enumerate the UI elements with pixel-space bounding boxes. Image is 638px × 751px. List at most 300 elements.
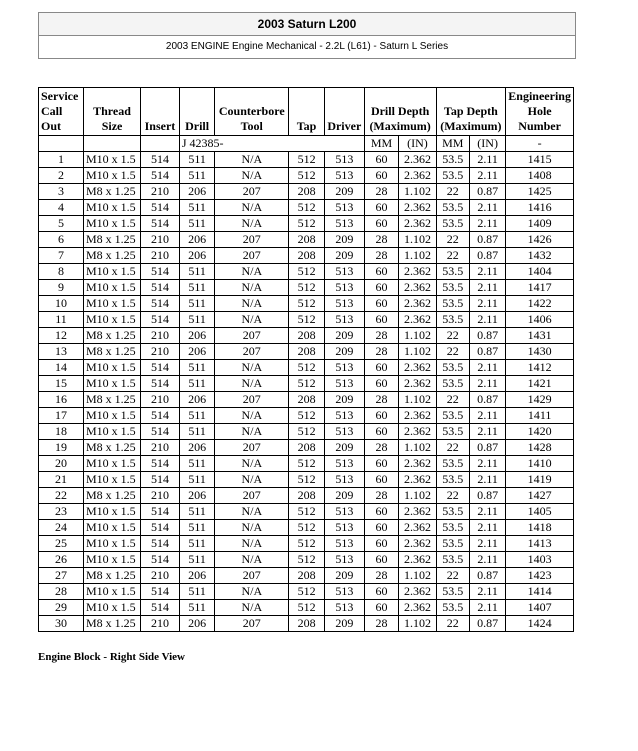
table-cell: 8 [39,264,84,280]
subheader-cell [39,136,84,152]
table-cell: 512 [289,504,325,520]
table-row [39,536,574,552]
table-cell: 1425 [506,184,574,200]
table-cell: 1431 [506,328,574,344]
table-cell: 511 [179,312,215,328]
table-cell: 28 [364,184,399,200]
table-row [39,200,574,216]
table-cell: 0.87 [470,568,506,584]
table-cell: 514 [141,168,180,184]
table-cell: M10 x 1.5 [83,424,140,440]
table-cell: 206 [179,328,215,344]
table-cell: 511 [179,152,215,168]
table-row [39,504,574,520]
table-cell: 208 [289,344,325,360]
table-row [39,184,574,200]
table-row [39,584,574,600]
col-header-tap: Tap [289,88,325,136]
table-cell: 206 [179,232,215,248]
table-cell: 513 [324,280,364,296]
table-cell: 511 [179,600,215,616]
table-cell: 210 [141,488,180,504]
table-cell: 2.362 [399,216,436,232]
subheader-cell [141,136,180,152]
table-cell: 207 [215,232,289,248]
table-cell: 22 [436,232,469,248]
table-cell: 2.362 [399,424,436,440]
table-row [39,216,574,232]
table-cell: 28 [39,584,84,600]
table-cell: 511 [179,296,215,312]
table-cell: 60 [364,504,399,520]
table-cell: N/A [215,600,289,616]
col-header-counterbore-tool: Counterbore Tool [215,88,289,136]
table-cell: 0.87 [470,344,506,360]
table-cell: 28 [364,248,399,264]
table-cell: 7 [39,248,84,264]
table-cell: 1424 [506,616,574,632]
table-cell: 513 [324,504,364,520]
table-cell: 1415 [506,152,574,168]
table-cell: 210 [141,440,180,456]
table-cell: 1420 [506,424,574,440]
table-cell: M10 x 1.5 [83,360,140,376]
table-cell: 2.362 [399,472,436,488]
table-cell: M10 x 1.5 [83,296,140,312]
table-cell: 60 [364,168,399,184]
table-cell: 2.11 [470,424,506,440]
table-cell: 514 [141,600,180,616]
table-cell: 514 [141,584,180,600]
table-cell: M10 x 1.5 [83,584,140,600]
table-cell: 511 [179,456,215,472]
table-row [39,520,574,536]
table-cell: 512 [289,584,325,600]
table-cell: 209 [324,616,364,632]
col-header-driver: Driver [324,88,364,136]
col-header-service-call-out: Service Call Out [39,88,84,136]
table-cell: 208 [289,248,325,264]
table-cell: 513 [324,424,364,440]
table-cell: 1.102 [399,616,436,632]
table-cell: 513 [324,536,364,552]
table-cell: 513 [324,312,364,328]
table-cell: 514 [141,552,180,568]
table-cell: 208 [289,232,325,248]
table-cell: 209 [324,328,364,344]
table-cell: 2.11 [470,376,506,392]
table-cell: 0.87 [470,232,506,248]
table-cell: M8 x 1.25 [83,232,140,248]
col-header-thread-size: Thread Size [83,88,140,136]
table-cell: 206 [179,568,215,584]
table-cell: 511 [179,264,215,280]
table-cell: 511 [179,200,215,216]
table-cell: 28 [364,568,399,584]
table-cell: 2.11 [470,600,506,616]
table-cell: 53.5 [436,552,469,568]
table-cell: 514 [141,536,180,552]
table-cell: 1423 [506,568,574,584]
table-cell: 60 [364,600,399,616]
table-cell: M10 x 1.5 [83,200,140,216]
table-cell: 206 [179,184,215,200]
table-cell: 512 [289,312,325,328]
table-cell: 208 [289,328,325,344]
table-cell: 208 [289,392,325,408]
table-cell: 22 [436,616,469,632]
table-cell: 2.11 [470,504,506,520]
table-cell: 23 [39,504,84,520]
table-cell: 53.5 [436,296,469,312]
table-cell: 18 [39,424,84,440]
table-cell: N/A [215,472,289,488]
table-cell: 22 [39,488,84,504]
table-cell: N/A [215,376,289,392]
table-cell: 0.87 [470,440,506,456]
table-cell: 1404 [506,264,574,280]
table-cell: M10 x 1.5 [83,264,140,280]
table-cell: 512 [289,152,325,168]
table-cell: 53.5 [436,168,469,184]
table-cell: 513 [324,472,364,488]
table-cell: 2.11 [470,472,506,488]
table-cell: 28 [364,616,399,632]
table-cell: 512 [289,376,325,392]
table-cell: 209 [324,232,364,248]
table-cell: M10 x 1.5 [83,376,140,392]
table-cell: 2.362 [399,456,436,472]
table-cell: 1405 [506,504,574,520]
table-cell: 1411 [506,408,574,424]
table-cell: M8 x 1.25 [83,184,140,200]
col-header-insert: Insert [141,88,180,136]
table-cell: 22 [436,392,469,408]
table-cell: N/A [215,264,289,280]
table-cell: N/A [215,520,289,536]
table-cell: 512 [289,424,325,440]
table-cell: 60 [364,584,399,600]
table-cell: 513 [324,296,364,312]
table-cell: 512 [289,520,325,536]
table-cell: 53.5 [436,408,469,424]
table-cell: 53.5 [436,424,469,440]
table-cell: 209 [324,344,364,360]
table-cell: 2.11 [470,552,506,568]
table-row [39,568,574,584]
table-cell: 512 [289,200,325,216]
table-cell: 60 [364,424,399,440]
table-cell: 22 [436,488,469,504]
table-cell: 513 [324,152,364,168]
table-cell: 511 [179,504,215,520]
table-cell: 513 [324,216,364,232]
table-cell: 207 [215,184,289,200]
table-cell: M10 x 1.5 [83,472,140,488]
table-cell: 53.5 [436,280,469,296]
table-cell: N/A [215,504,289,520]
table-cell: 208 [289,568,325,584]
table-cell: 512 [289,168,325,184]
table-cell: 14 [39,360,84,376]
table-row [39,600,574,616]
table-cell: 209 [324,568,364,584]
table-cell: 28 [364,232,399,248]
table-cell: 3 [39,184,84,200]
table-row [39,344,574,360]
table-cell: N/A [215,312,289,328]
specifications-table [38,87,574,632]
table-cell: 210 [141,232,180,248]
table-cell: 2.11 [470,520,506,536]
table-cell: 20 [39,456,84,472]
table-row [39,248,574,264]
col-header-tap-depth: Tap Depth (Maximum) [436,88,506,136]
table-cell: 60 [364,280,399,296]
table-cell: 53.5 [436,360,469,376]
table-cell: 1412 [506,360,574,376]
table-cell: 514 [141,504,180,520]
table-row [39,280,574,296]
table-cell: 2.11 [470,584,506,600]
table-cell: 512 [289,280,325,296]
table-cell: 53.5 [436,600,469,616]
table-cell: 60 [364,216,399,232]
table-cell: 2.11 [470,152,506,168]
table-cell: 511 [179,408,215,424]
table-cell: 53.5 [436,152,469,168]
table-cell: 208 [289,616,325,632]
table-cell: 2.11 [470,200,506,216]
table-cell: 512 [289,360,325,376]
table-row [39,472,574,488]
table-cell: 511 [179,424,215,440]
table-cell: 208 [289,184,325,200]
table-cell: 17 [39,408,84,424]
table-cell: 0.87 [470,248,506,264]
table-cell: N/A [215,216,289,232]
table-cell: M10 x 1.5 [83,456,140,472]
table-cell: 2.11 [470,216,506,232]
table-cell: 15 [39,376,84,392]
table-cell: M10 x 1.5 [83,168,140,184]
table-cell: 1429 [506,392,574,408]
table-cell: 1414 [506,584,574,600]
table-cell: M8 x 1.25 [83,488,140,504]
table-cell: M10 x 1.5 [83,152,140,168]
table-cell: 2.362 [399,312,436,328]
table-cell: M10 x 1.5 [83,600,140,616]
table-cell: 60 [364,472,399,488]
table-cell: 207 [215,328,289,344]
table-cell: 5 [39,216,84,232]
table-cell: 209 [324,488,364,504]
table-cell: 513 [324,360,364,376]
table-cell: 513 [324,200,364,216]
table-row [39,408,574,424]
col-header-engineering-hole-number: Engineering Hole Number [506,88,574,136]
table-cell: 514 [141,264,180,280]
table-row [39,232,574,248]
table-cell: 1418 [506,520,574,536]
table-cell: 2.362 [399,376,436,392]
table-cell: 514 [141,216,180,232]
table-cell: 1432 [506,248,574,264]
table-cell: 60 [364,408,399,424]
table-cell: 28 [364,488,399,504]
table-cell: 1430 [506,344,574,360]
table-cell: M8 x 1.25 [83,328,140,344]
table-cell: 9 [39,280,84,296]
table-cell: 22 [436,440,469,456]
table-cell: 512 [289,296,325,312]
table-cell: 28 [364,344,399,360]
table-cell: 1403 [506,552,574,568]
table-cell: 514 [141,376,180,392]
table-cell: 1410 [506,456,574,472]
table-row [39,424,574,440]
table-cell: 1.102 [399,232,436,248]
table-cell: 1416 [506,200,574,216]
table-cell: N/A [215,408,289,424]
table-cell: 206 [179,392,215,408]
table-cell: 22 [436,184,469,200]
table-cell: N/A [215,280,289,296]
table-cell: 210 [141,568,180,584]
table-cell: 53.5 [436,456,469,472]
table-cell: 13 [39,344,84,360]
table-row [39,440,574,456]
table-cell: 60 [364,152,399,168]
subheader-cell: J 42385- [179,136,364,152]
table-cell: 514 [141,200,180,216]
table-cell: M10 x 1.5 [83,312,140,328]
table-cell: 2.11 [470,168,506,184]
table-cell: 53.5 [436,520,469,536]
table-row [39,296,574,312]
table-cell: 513 [324,584,364,600]
table-cell: 2.11 [470,296,506,312]
col-header-drill: Drill [179,88,215,136]
table-cell: 60 [364,200,399,216]
table-cell: 1.102 [399,568,436,584]
table-cell: 1.102 [399,248,436,264]
document-header [38,12,576,59]
table-cell: 206 [179,616,215,632]
table-cell: 60 [364,376,399,392]
table-cell: M10 x 1.5 [83,504,140,520]
table-cell: 26 [39,552,84,568]
table-cell: 1406 [506,312,574,328]
table-row [39,312,574,328]
table-cell: 513 [324,168,364,184]
table-cell: 514 [141,360,180,376]
table-cell: 511 [179,536,215,552]
table-cell: 60 [364,520,399,536]
table-row [39,616,574,632]
table-cell: 514 [141,408,180,424]
table-cell: 53.5 [436,216,469,232]
subheader-cell: MM [364,136,399,152]
table-cell: 511 [179,168,215,184]
table-cell: 513 [324,264,364,280]
table-cell: 2.362 [399,360,436,376]
table-cell: 60 [364,296,399,312]
table-cell: 511 [179,280,215,296]
table-cell: 511 [179,376,215,392]
table-cell: 514 [141,152,180,168]
table-cell: 511 [179,552,215,568]
subheader-cell: (IN) [399,136,436,152]
table-cell: 209 [324,440,364,456]
table-cell: 513 [324,600,364,616]
table-cell: 2.11 [470,456,506,472]
table-cell: 512 [289,264,325,280]
table-row [39,360,574,376]
table-cell: 60 [364,360,399,376]
table-row [39,488,574,504]
table-cell: 514 [141,280,180,296]
table-cell: N/A [215,296,289,312]
table-cell: 207 [215,392,289,408]
table-cell: 1.102 [399,488,436,504]
table-cell: 2.362 [399,152,436,168]
table-cell: 512 [289,536,325,552]
table-cell: 1427 [506,488,574,504]
table-cell: 2.362 [399,280,436,296]
table-cell: 1417 [506,280,574,296]
table-cell: 53.5 [436,200,469,216]
table-cell: M8 x 1.25 [83,616,140,632]
table-cell: 514 [141,424,180,440]
table-cell: 209 [324,184,364,200]
table-cell: 1421 [506,376,574,392]
table-cell: 53.5 [436,504,469,520]
table-cell: 6 [39,232,84,248]
table-cell: 60 [364,536,399,552]
table-cell: 512 [289,456,325,472]
table-row [39,328,574,344]
table-cell: 210 [141,248,180,264]
table-cell: 207 [215,488,289,504]
table-cell: 28 [364,440,399,456]
table-cell: 512 [289,408,325,424]
table-cell: 60 [364,552,399,568]
table-cell: 513 [324,552,364,568]
table-cell: 210 [141,328,180,344]
table-cell: N/A [215,168,289,184]
table-cell: 22 [436,248,469,264]
table-cell: 10 [39,296,84,312]
table-cell: 28 [364,392,399,408]
table-cell: 209 [324,392,364,408]
table-cell: 60 [364,264,399,280]
table-cell: 1428 [506,440,574,456]
table-cell: 511 [179,360,215,376]
table-cell: 53.5 [436,312,469,328]
table-cell: 1419 [506,472,574,488]
table-cell: 0.87 [470,328,506,344]
table-cell: N/A [215,456,289,472]
table-cell: 206 [179,440,215,456]
table-row [39,456,574,472]
table-cell: M10 x 1.5 [83,280,140,296]
table-cell: 512 [289,216,325,232]
table-cell: 207 [215,248,289,264]
table-cell: 511 [179,584,215,600]
table-cell: M8 x 1.25 [83,440,140,456]
table-cell: 511 [179,472,215,488]
